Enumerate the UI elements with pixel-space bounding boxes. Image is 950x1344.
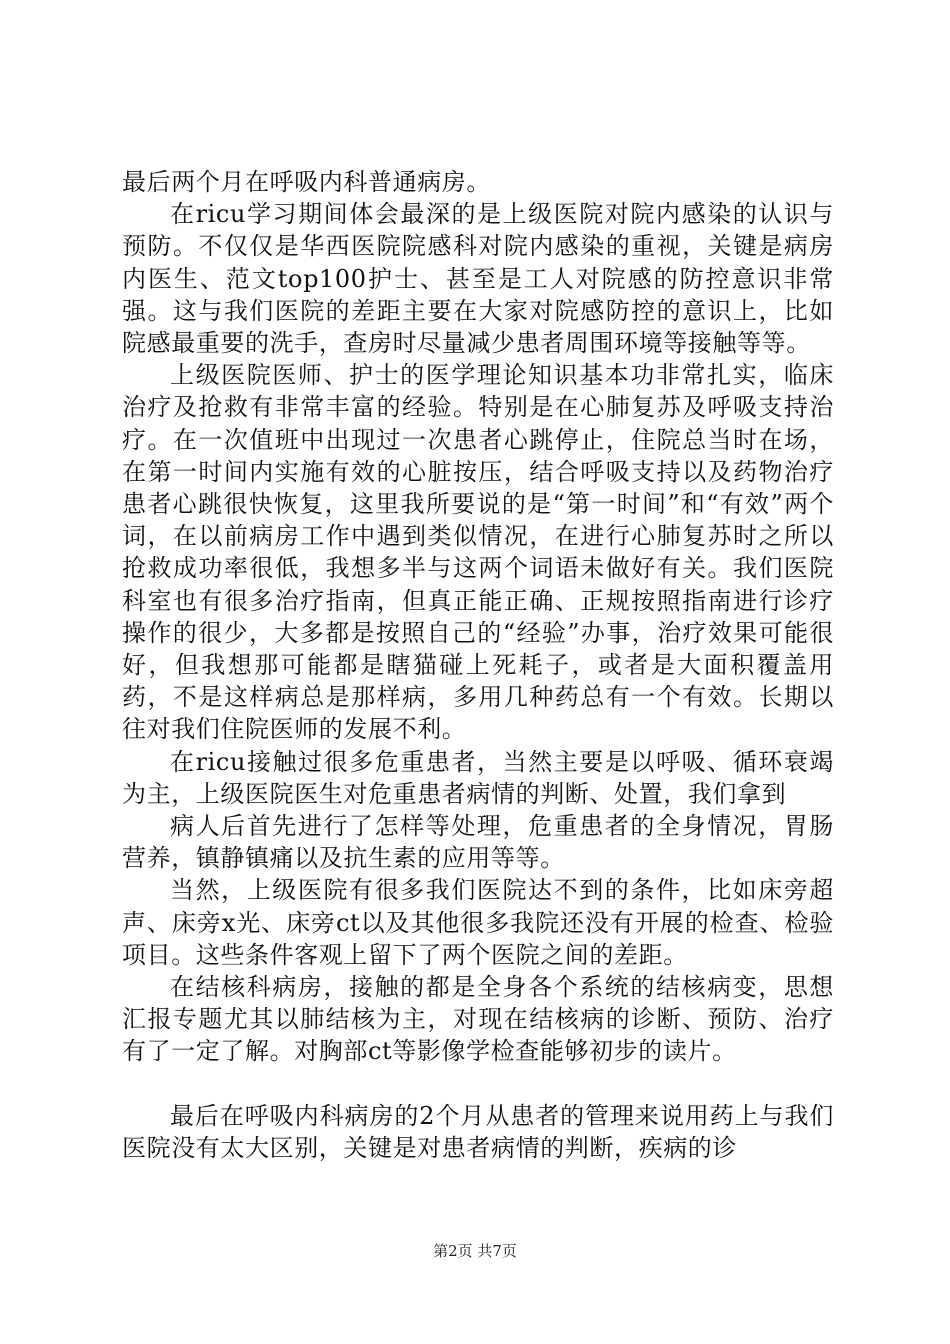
paragraph: 在结核科病房，接触的都是全身各个系统的结核病变，思想汇报专题尤其以肺结核为主，对现在结核病的诊断、预防、治疗有了一定了解。对胸部ct等影像学检查能够初步的读片。 bbox=[122, 973, 834, 1066]
paragraph: 病人后首先进行了怎样等处理，危重患者的全身情况，胃肠营养，镇静镇痛以及抗生素的应用等等。 bbox=[122, 812, 834, 873]
paragraph: 最后两个月在呼吸内科普通病房。 bbox=[122, 168, 491, 196]
paragraph: 在ricu学习期间体会最深的是上级医院对院内感染的认识与预防。不仅仅是华西医院院感科对院内感染的重视，关键是病房内医生、范文top100护士、甚至是工人对院感的防控意识非常强。这与我们医院的差距主要在大家对院感防控的意识上，比如院感最重要的洗手，查房时尽量减少患者周围环境等接触等等。 bbox=[122, 200, 834, 358]
page-footer: 第2页 共7页 bbox=[433, 1242, 517, 1260]
paragraph: 最后在呼吸内科病房的2个月从患者的管理来说用药上与我们医院没有太大区别，关键是对患者病情的判断，疾病的诊 bbox=[122, 1101, 834, 1162]
paragraph: 上级医院医师、护士的医学理论知识基本功非常扎实，临床治疗及抢救有非常丰富的经验。特别是在心肺复苏及呼吸支持治疗。在一次值班中出现过一次患者心跳停止，住院总当时在场，在第一时间内实施有效的心脏按压，结合呼吸支持以及药物治疗患者心跳很快恢复，这里我所要说的是“第一时间”和“有效”两个词，在以前病房工作中遇到类似情况，在进行心肺复苏时之所以抢救成功率很低，我想多半与这两个词语未做好有关。我们医院科室也有很多治疗指南，但真正能正确、正规按照指南进行诊疗操作的很少，大多都是按照自己的“经验”办事，治疗效果可能很好，但我想那可能都是瞎猫碰上死耗子，或者是大面积覆盖用药，不是这样病总是那样病，多用几种药总有一个有效。长期以往对我们住院医师的发展不利。 bbox=[122, 361, 834, 744]
document-body bbox=[122, 166, 834, 1164]
paragraph: 当然，上级医院有很多我们医院达不到的条件，比如床旁超声、床旁x光、床旁ct以及其他很多我院还没有开展的检查、检验项目。这些条件客观上留下了两个医院之间的差距。 bbox=[122, 876, 834, 969]
paragraph: 在ricu接触过很多危重患者，当然主要是以呼吸、循环衰竭为主，上级医院医生对危重患者病情的判断、处置，我们拿到 bbox=[122, 747, 834, 808]
